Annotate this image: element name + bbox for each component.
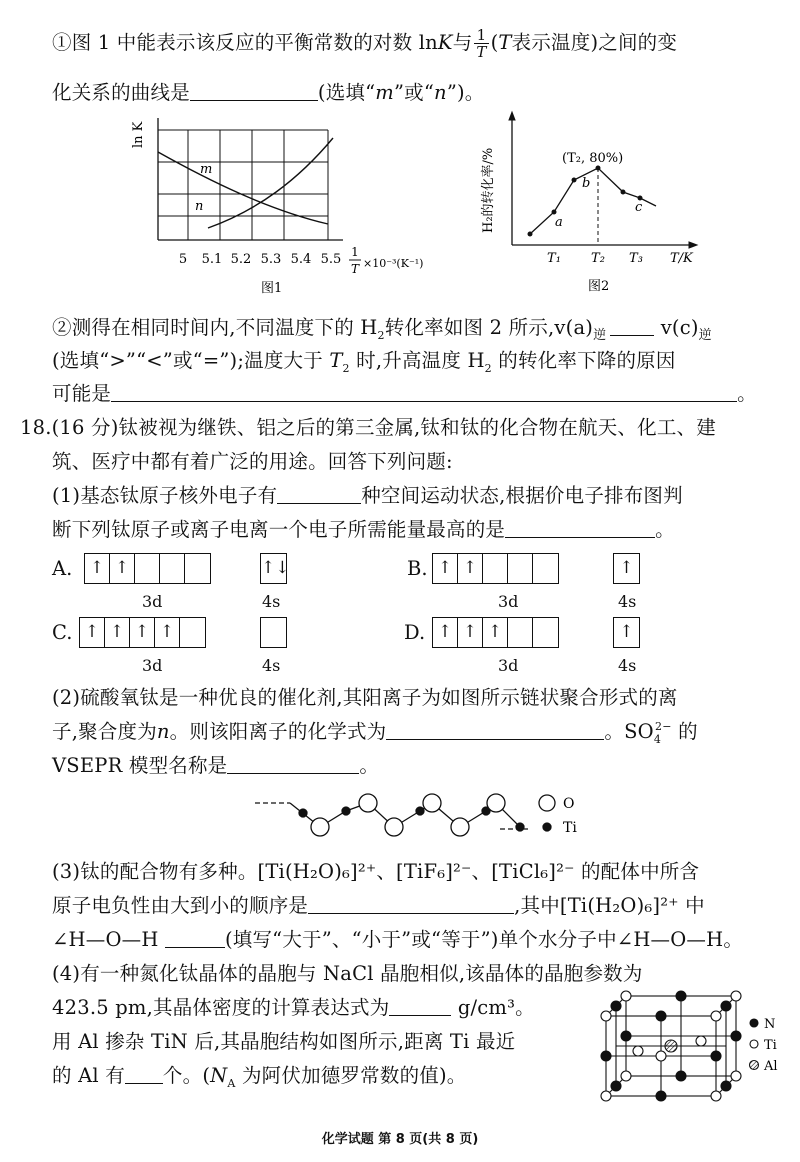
answer-blank-al-count[interactable] [125,1065,163,1084]
q17-part2-line3: 可能是 。 [52,382,757,405]
q18-p4-line4: 的 Al 有 个。($N_A$ 为阿伏加德罗常数的值)。 [52,1064,467,1090]
figure-1 [128,110,458,300]
option-a-label: A. [52,557,73,580]
q18-p4-line3: 用 Al 掺杂 TiN 后,其晶胞结构如图所示,距离 Ti 最近 [52,1030,516,1053]
q18-p3-line3: ∠H—O—H (填写“大于”、“小于”或“等于”)单个水分子中∠H—O—H。 [52,928,744,951]
fig1-caption: 图1 [261,281,283,296]
fig1-xtick: 5 [178,252,188,267]
q18-p1-line2: 断下列钛原子或离子电离一个电子所需能量最高的是 。 [52,518,675,541]
page-footer: 化学试题 第 8 页(共 8 页) [321,1132,479,1147]
option-a-4s-label: 4s [262,592,281,611]
chain-legend-O: O [563,796,575,812]
fig1-xunit: ×10⁻³(K⁻¹) [363,257,424,270]
fig2-xtick: T₁ [547,251,561,266]
q17-part2-line2: (选填“>”“<”或“=”);温度大于 $T_2$ 时,升高温度 $H_2$ 的转化率下降的原因 [52,349,676,375]
q18-intro-line2: 筑、医疗中都有着广泛的用途。回答下列问题: [52,450,453,473]
fig1-ylabel: ln K [131,121,146,148]
answer-blank-curve[interactable] [190,82,318,101]
option-b-3d-boxes: ↑ ↑ [432,553,559,584]
option-b-label: B. [407,557,428,580]
fig1-xtick: 5.1 [201,252,223,267]
fig1-curve-n-label: n [195,199,204,214]
answer-blank-density[interactable] [389,997,451,1016]
chain-diagram [250,783,600,847]
answer-blank-motion-states[interactable] [277,485,361,504]
q18-p2-line1: (2)硫酸氧钛是一种优良的催化剂,其阳离子为如图所示链状聚合形式的离 [52,686,678,709]
figure-2 [478,108,718,303]
q18-p2-line3: VSEPR 模型名称是 。 [52,754,380,777]
fig1-curve-m-label: m [200,162,213,177]
q17-part1-line1: ①图 1 中能表示该反应的平衡常数的对数 lnK与 $\frac{1}{T}$ (T表示温度)之间的变 [52,26,678,61]
option-a-4s-box: ↑↓ [260,553,287,584]
fig1-xtick: 5.3 [260,252,282,267]
unit-cell-diagram [596,988,796,1106]
q18-p4-line1: (4)有一种氮化钛晶体的晶胞与 NaCl 晶胞相似,该晶体的晶胞参数为 [52,962,643,985]
fig2-point-b: b [582,176,591,191]
q17-part2-line1: ②测得在相同时间内,不同温度下的 $H_2$转化率如图 2 所示$,v(a)_逆$ $v(c)_逆$ [52,316,712,343]
option-d-3d-label: 3d [498,656,519,675]
option-d-label: D. [404,621,426,644]
option-a-3d-boxes: ↑ ↑ [84,553,211,584]
q17-part1-line2: 化关系的曲线是 (选填“m”或“n”)。 [52,81,485,104]
fig1-xtick: 5.4 [290,252,312,267]
chain-legend-Ti: Ti [563,820,577,836]
fig2-caption: 图2 [588,279,610,294]
option-c-label: C. [52,621,73,644]
option-b-3d-label: 3d [498,592,519,611]
cell-legend-Ti: Ti [764,1038,777,1053]
q18-p2-line2: 子,聚合度为n。则该阳离子的化学式为 。$SO_4^{2-}$ 的 [52,720,698,746]
option-c-4s-label: 4s [262,656,281,675]
fig2-ylabel: H₂的转化率/% [481,147,496,233]
answer-blank-cation-formula[interactable] [386,721,604,740]
fig2-point-c: c [635,200,643,215]
fig2-peak-label: (T₂, 80%) [562,151,624,166]
answer-blank-rate-compare[interactable] [610,317,654,336]
answer-blank-angle[interactable] [165,929,225,948]
q18-p4-line2: 423.5 pm,其晶体密度的计算表达式为 g/cm³。 [52,996,535,1019]
fig1-xtick: 5.2 [230,252,252,267]
q18-p3-line1: (3)钛的配合物有多种。[Ti(H₂O)₆]²⁺、[TiF₆]²⁻、[TiCl₆]²⁻ 的配体中所含 [52,860,700,883]
option-d-3d-boxes: ↑ ↑ ↑ [432,617,559,648]
option-c-3d-boxes: ↑ ↑ ↑ ↑ [79,617,206,648]
option-d-4s-box: ↑ [613,617,640,648]
option-a-3d-label: 3d [142,592,163,611]
fig2-xtick: T₃ [629,251,643,266]
fig2-xlabel: T/K [670,251,693,266]
cell-legend-N: N [764,1017,776,1032]
q18-p3-line2: 原子电负性由大到小的顺序是 ,其中[Ti(H₂O)₆]²⁺ 中 [52,894,705,917]
q18-intro-line1: 18.(16 分)钛被视为继铁、铝之后的第三金属,钛和钛的化合物在航天、化工、建 [20,416,716,439]
option-d-4s-label: 4s [618,656,637,675]
option-c-3d-label: 3d [142,656,163,675]
svg-text:1: 1 [351,245,359,259]
option-c-4s-box [260,617,287,648]
fig1-xtick: 5.5 [320,252,342,267]
option-b-4s-box: ↑ [613,553,640,584]
answer-blank-reason[interactable] [111,383,737,402]
answer-blank-vsepr[interactable] [227,755,359,774]
fig2-xtick: T₂ [591,251,605,266]
q18-p1-line1: (1)基态钛原子核外电子有 种空间运动状态,根据价电子排布图判 [52,484,683,507]
svg-text:T: T [350,262,360,276]
cell-legend-Al: Al [764,1059,778,1074]
inverse-T-fraction: $\frac{1}{T}$ [476,26,487,61]
answer-blank-ionization[interactable] [505,519,655,538]
answer-blank-electronegativity[interactable] [308,895,514,914]
option-b-4s-label: 4s [618,592,637,611]
fig2-point-a: a [555,215,563,230]
